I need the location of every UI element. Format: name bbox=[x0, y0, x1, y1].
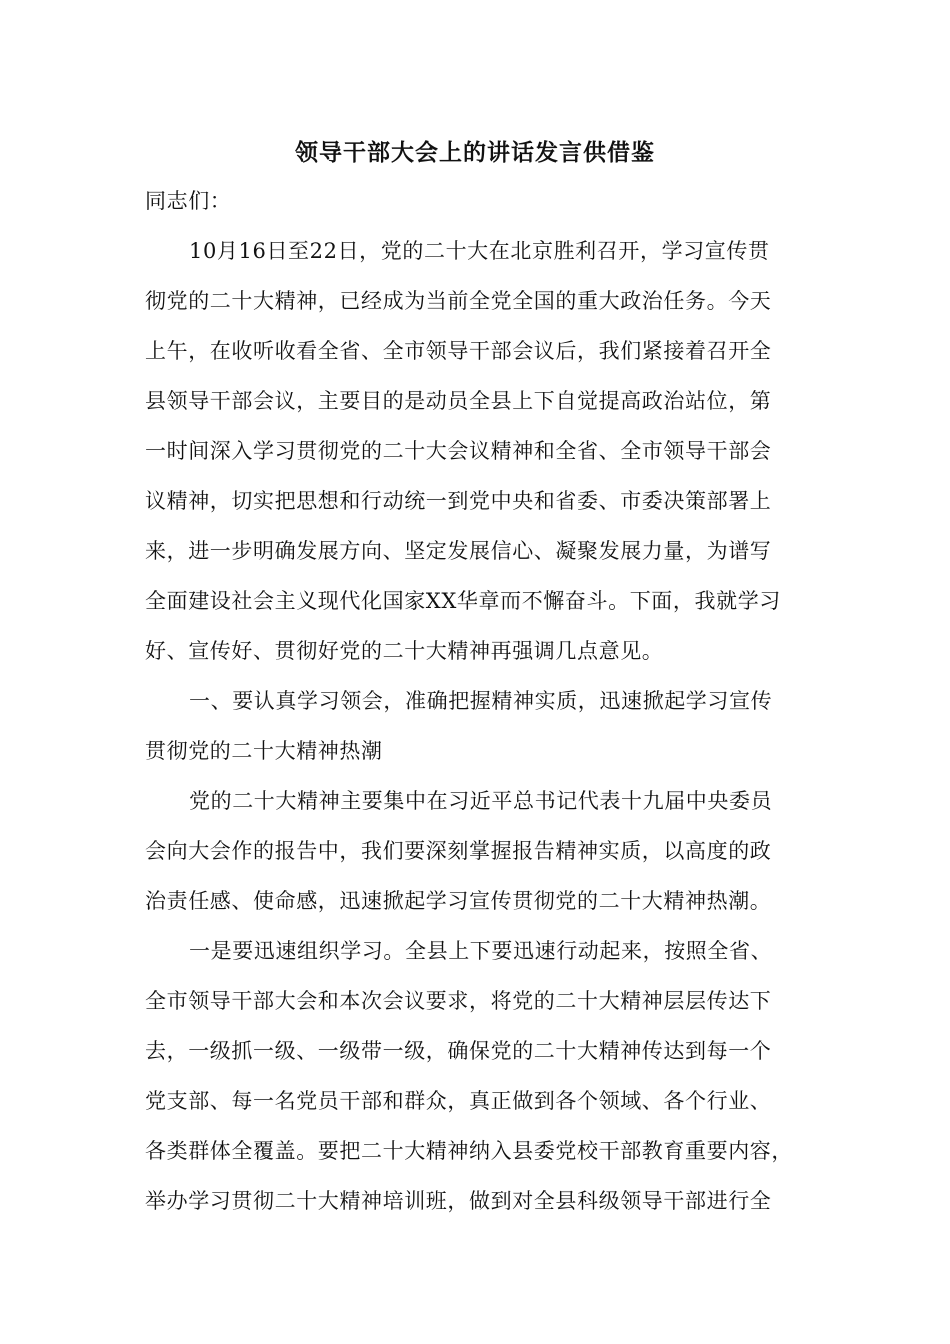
paragraph-3-line: 一是要迅速组织学习。全县上下要迅速行动起来，按照全省、 bbox=[189, 939, 773, 963]
paragraph-1-line: 县领导干部会议，主要目的是动员全县上下自觉提高政治站位，第 bbox=[145, 389, 772, 413]
paragraph-1-line: 一时间深入学习贯彻党的二十大会议精神和全省、全市领导干部会 bbox=[145, 439, 772, 463]
paragraph-3-line: 去，一级抓一级、一级带一级，确保党的二十大精神传达到每一个 bbox=[145, 1039, 772, 1063]
paragraph-1-line: 10月16日至22日，党的二十大在北京胜利召开，学习宣传贯 bbox=[189, 239, 770, 263]
paragraph-1-line: 上午，在收听收看全省、全市领导干部会议后，我们紧接着召开全 bbox=[145, 339, 772, 363]
paragraph-3-line: 各类群体全覆盖。要把二十大精神纳入县委党校干部教育重要内容， bbox=[145, 1139, 793, 1163]
salutation: 同志们： bbox=[145, 189, 232, 213]
paragraph-1-line: 来，进一步明确发展方向、坚定发展信心、凝聚发展力量，为谱写 bbox=[145, 539, 772, 563]
paragraph-2-line: 治责任感、使命感，迅速掀起学习宣传贯彻党的二十大精神热潮。 bbox=[145, 889, 772, 913]
paragraph-3-line: 党支部、每一名党员干部和群众，真正做到各个领域、各个行业、 bbox=[145, 1089, 772, 1113]
paragraph-3-line: 全市领导干部大会和本次会议要求，将党的二十大精神层层传达下 bbox=[145, 989, 772, 1013]
paragraph-1-line: 全面建设社会主义现代化国家XX华章而不懈奋斗。下面，我就学习 bbox=[145, 589, 781, 613]
document-title: 领导干部大会上的讲话发言供借鉴 bbox=[295, 139, 655, 166]
document-body bbox=[145, 181, 813, 1231]
section-heading-line: 一、要认真学习领会，准确把握精神实质，迅速掀起学习宣传 bbox=[189, 689, 773, 713]
section-heading-line: 贯彻党的二十大精神热潮 bbox=[145, 739, 383, 763]
paragraph-1-line: 好、宣传好、贯彻好党的二十大精神再强调几点意见。 bbox=[145, 639, 664, 663]
paragraph-1-line: 议精神，切实把思想和行动统一到党中央和省委、市委决策部署上 bbox=[145, 489, 772, 513]
paragraph-2-line: 会向大会作的报告中，我们要深刻掌握报告精神实质，以高度的政 bbox=[145, 839, 772, 863]
paragraph-1-line: 彻党的二十大精神，已经成为当前全党全国的重大政治任务。今天 bbox=[145, 289, 772, 313]
paragraph-2-line: 党的二十大精神主要集中在习近平总书记代表十九届中央委员 bbox=[189, 789, 773, 813]
paragraph-3-line: 举办学习贯彻二十大精神培训班，做到对全县科级领导干部进行全 bbox=[145, 1189, 772, 1213]
